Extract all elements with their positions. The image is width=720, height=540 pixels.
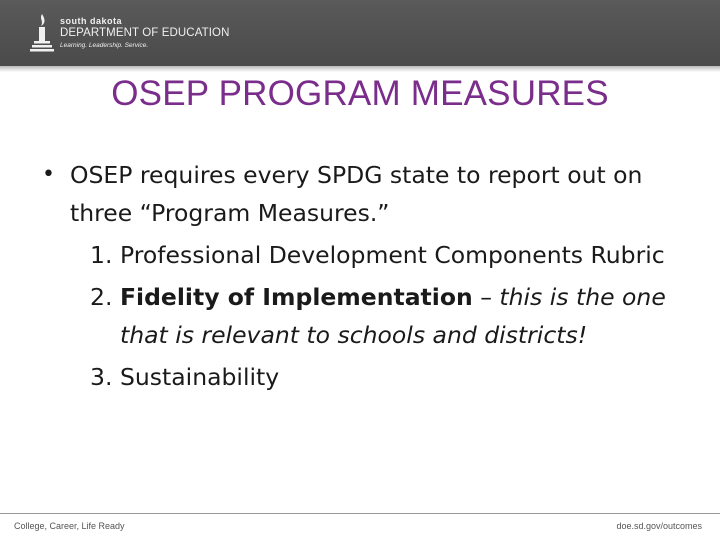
logo-wordmark (60, 12, 230, 49)
slide-body (42, 156, 682, 396)
item-dash: – (472, 283, 500, 311)
item-number: 3. (90, 363, 113, 391)
item-number: 2. (90, 283, 113, 311)
bullet-item (42, 156, 682, 232)
item-italic-text: this is the one that is relevant to schools and districts! (120, 283, 666, 349)
logo-line-tagline: Learning. Leadership. Service. (60, 41, 149, 49)
item-number: 1. (90, 241, 113, 269)
logo-line-department: DEPARTMENT OF EDUCATION (60, 27, 230, 39)
sd-doe-logo (30, 12, 240, 54)
numbered-item-3 (90, 358, 682, 396)
numbered-item-2 (90, 278, 682, 354)
item-text: Sustainability (120, 363, 280, 391)
item-text (120, 278, 682, 354)
footer-tagline: College, Career, Life Ready (14, 521, 125, 531)
torch-icon (30, 12, 54, 52)
item-text: Professional Development Components Rubric (120, 241, 665, 269)
bullet-marker: • (42, 162, 55, 187)
item-bold-text: Fidelity of Implementation (120, 283, 473, 311)
footer-url: doe.sd.gov/outcomes (616, 521, 702, 531)
bullet-text: OSEP requires every SPDG state to report out on three “Program Measures.” (70, 161, 643, 227)
logo-line-state: south dakota (60, 16, 123, 26)
header-bar (0, 0, 720, 66)
numbered-item-1 (90, 236, 682, 274)
footer-divider (0, 513, 720, 514)
header-shadow (0, 66, 720, 72)
slide-title: OSEP PROGRAM MEASURES (111, 74, 609, 113)
